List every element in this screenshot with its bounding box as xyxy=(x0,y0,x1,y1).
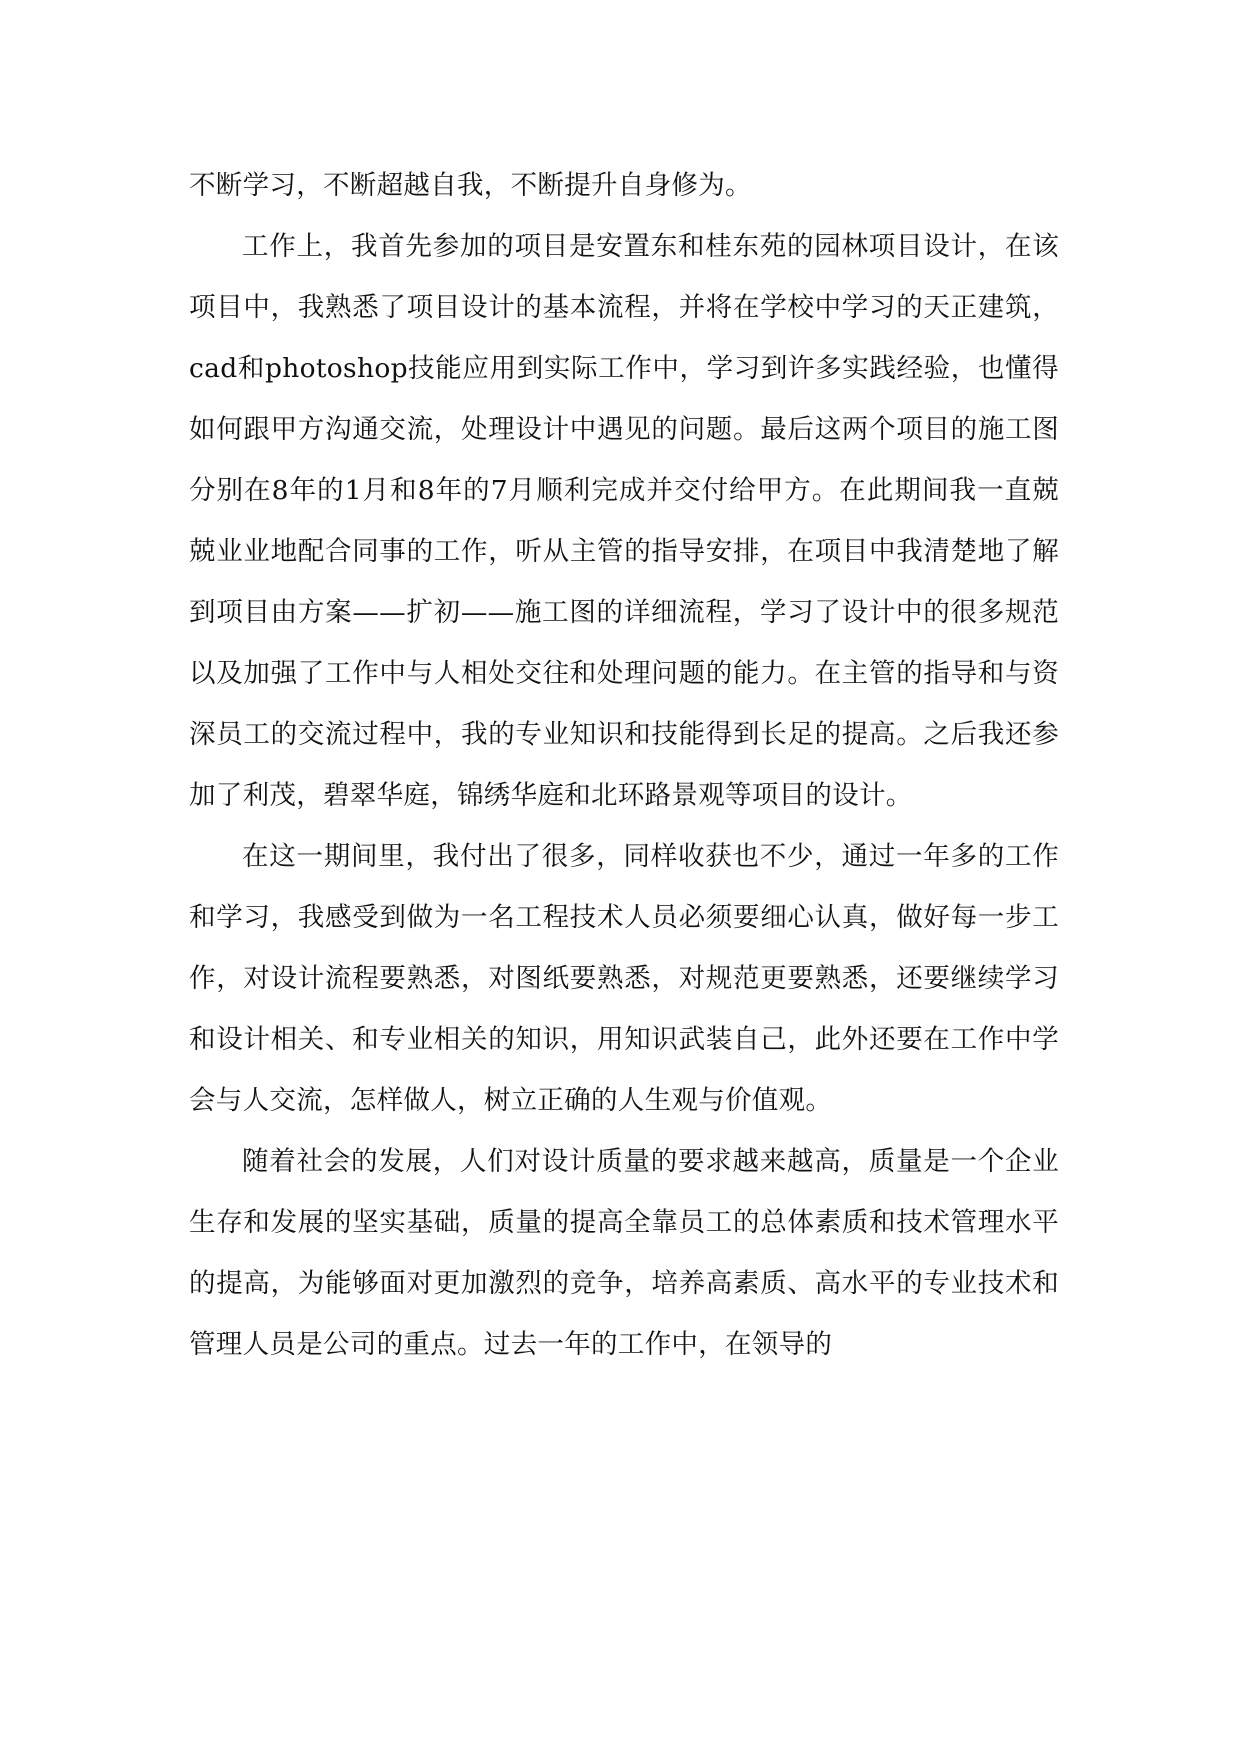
paragraph-reflection: 在这一期间里，我付出了很多，同样收获也不少，通过一年多的工作和学习，我感受到做为一名工程技术人员必须要细心认真，做好每一步工作，对设计流程要熟悉，对图纸要熟悉，对规范更要熟悉，还要继续学习和设计相关、和专业相关的知识，用知识武装自己，此外还要在工作中学会与人交流，怎样做人，树立正确的人生观与价值观。 xyxy=(189,841,1059,1116)
paragraph-quality: 随着社会的发展，人们对设计质量的要求越来越高，质量是一个企业生存和发展的坚实基础，质量的提高全靠员工的总体素质和技术管理水平的提高，为能够面对更加激烈的竞争，培养高素质、高水平的专业技术和管理人员是公司的重点。过去一年的工作中，在领导的 xyxy=(189,1146,1059,1360)
paragraph-work-projects: 工作上，我首先参加的项目是安置东和桂东苑的园林项目设计，在该项目中，我熟悉了项目设计的基本流程，并将在学校中学习的天正建筑，cad和photoshop技能应用到实际工作中，学习到许多实践经验，也懂得如何跟甲方沟通交流，处理设计中遇见的问题。最后这两个项目的施工图分别在8年的1月和8年的7月顺利完成并交付给甲方。在此期间我一直兢兢业业地配合同事的工作，听从主管的指导安排，在项目中我清楚地了解到项目由方案——扩初——施工图的详细流程，学习了设计中的很多规范以及加强了工作中与人相处交往和处理问题的能力。在主管的指导和与资深员工的交流过程中，我的专业知识和技能得到长足的提高。之后我还参加了利茂，碧翠华庭，锦绣华庭和北环路景观等项目的设计。 xyxy=(189,231,1059,811)
paragraph-continued: 不断学习，不断超越自我，不断提升自身修为。 xyxy=(189,170,752,201)
document-body xyxy=(189,155,1059,1375)
